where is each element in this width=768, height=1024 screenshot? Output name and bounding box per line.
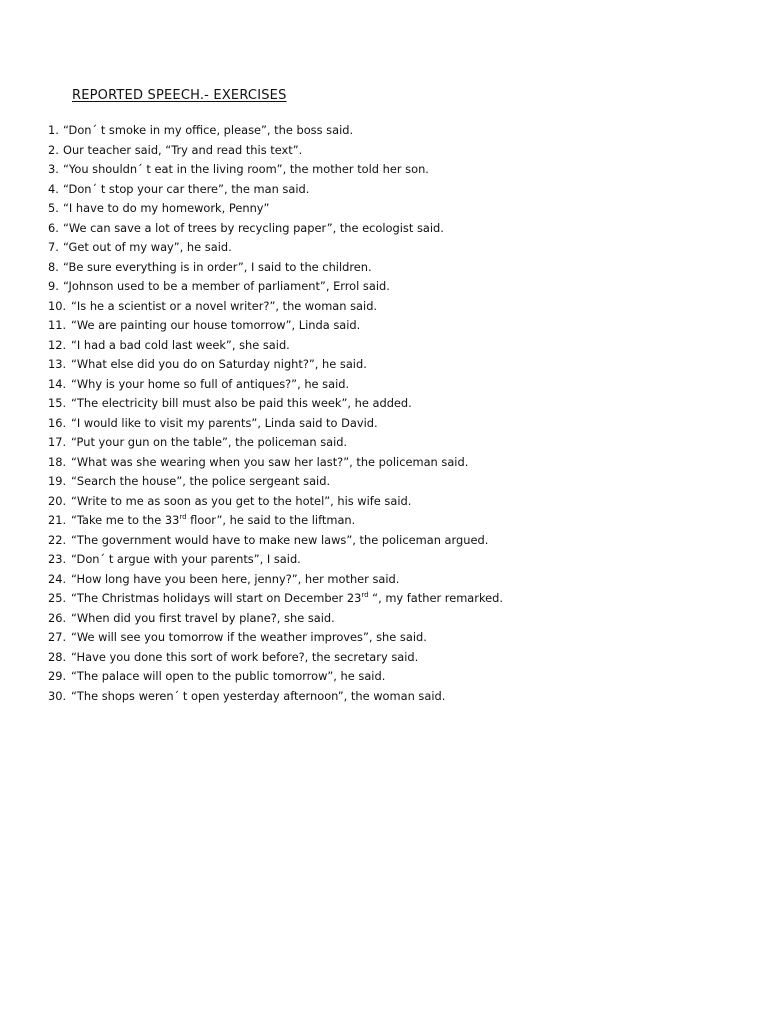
exercise-number: 6. bbox=[48, 220, 59, 235]
exercise-text: “Don´ t stop your car there”, the man said. bbox=[63, 181, 310, 196]
exercise-text: “Why is your home so full of antiques?”, he said. bbox=[71, 376, 350, 391]
exercise-item bbox=[48, 511, 748, 531]
exercise-number: 26. bbox=[48, 610, 67, 625]
exercise-text: “The shops weren´ t open yesterday afternoon”, the woman said. bbox=[71, 688, 446, 703]
exercise-text: “Johnson used to be a member of parliament”, Errol said. bbox=[63, 279, 390, 293]
exercise-text-part: “The Christmas holidays will start on December 23 bbox=[71, 591, 362, 605]
exercise-number: 25. bbox=[48, 591, 67, 605]
exercise-text: “What else did you do on Saturday night?”, he said. bbox=[71, 357, 367, 371]
exercise-item bbox=[48, 394, 748, 414]
exercise-number: 19. bbox=[48, 474, 67, 488]
exercise-number: 17. bbox=[48, 435, 67, 449]
exercise-text: “Be sure everything is in order”, I said to the children. bbox=[63, 259, 372, 274]
exercise-text: Our teacher said, “Try and read this text”. bbox=[63, 142, 303, 157]
exercise-number: 1. bbox=[48, 123, 59, 137]
exercise-text: “Don´ t smoke in my office, please”, the boss said. bbox=[63, 123, 354, 137]
exercise-text-part: “Take me to the 33 bbox=[71, 513, 180, 527]
exercise-item bbox=[48, 219, 748, 239]
exercise-text: “The palace will open to the public tomorrow”, he said. bbox=[71, 669, 386, 683]
exercise-number: 12. bbox=[48, 337, 67, 352]
exercise-text: “We will see you tomorrow if the weather improves”, she said. bbox=[71, 630, 427, 644]
exercise-number: 18. bbox=[48, 454, 67, 469]
exercise-text: “Get out of my way”, he said. bbox=[63, 240, 232, 254]
exercise-text-part: floor”, he said to the liftman. bbox=[186, 513, 356, 527]
exercise-item bbox=[48, 141, 748, 161]
exercise-item bbox=[48, 121, 748, 141]
exercise-item bbox=[48, 258, 748, 278]
exercise-number: 20. bbox=[48, 493, 67, 508]
exercise-text: “Is he a scientist or a novel writer?”, the woman said. bbox=[71, 298, 378, 313]
exercise-number: 5. bbox=[48, 201, 59, 215]
exercise-item bbox=[48, 589, 748, 609]
exercise-text bbox=[71, 511, 355, 531]
exercise-item bbox=[48, 199, 748, 219]
exercise-number: 13. bbox=[48, 357, 67, 371]
exercise-list bbox=[48, 121, 748, 706]
exercise-text: “What was she wearing when you saw her last?”, the policeman said. bbox=[71, 454, 469, 469]
exercise-item bbox=[48, 375, 748, 395]
exercise-text: “I had a bad cold last week”, she said. bbox=[71, 337, 290, 352]
exercise-text: “Search the house”, the police sergeant said. bbox=[71, 474, 331, 488]
exercise-item bbox=[48, 648, 748, 668]
exercise-item bbox=[48, 628, 748, 648]
exercise-text: “I have to do my homework, Penny” bbox=[63, 201, 270, 215]
exercise-number: 9. bbox=[48, 279, 59, 293]
document-title: REPORTED SPEECH.- EXERCISES bbox=[72, 88, 287, 103]
exercise-item bbox=[48, 355, 748, 375]
exercise-number: 3. bbox=[48, 162, 59, 176]
exercise-item bbox=[48, 316, 748, 336]
exercise-number: 8. bbox=[48, 259, 59, 274]
exercise-number: 11. bbox=[48, 318, 67, 332]
exercise-item bbox=[48, 453, 748, 473]
exercise-item bbox=[48, 550, 748, 570]
exercise-text-part: “, my father remarked. bbox=[368, 591, 504, 605]
exercise-text: “You shouldn´ t eat in the living room”, the mother told her son. bbox=[63, 162, 429, 176]
exercise-number: 15. bbox=[48, 396, 67, 410]
exercise-number: 4. bbox=[48, 181, 59, 196]
exercise-text: “When did you first travel by plane?, she said. bbox=[71, 610, 335, 625]
exercise-number: 2. bbox=[48, 142, 59, 157]
exercise-number: 30. bbox=[48, 688, 67, 703]
ordinal-superscript: rd bbox=[179, 513, 187, 521]
exercise-text: “The government would have to make new laws”, the policeman argued. bbox=[71, 532, 489, 547]
exercise-item bbox=[48, 570, 748, 590]
exercise-text bbox=[71, 589, 503, 609]
ordinal-superscript: rd bbox=[361, 591, 369, 599]
exercise-text: “We can save a lot of trees by recycling paper”, the ecologist said. bbox=[63, 220, 444, 235]
exercise-text: “Don´ t argue with your parents”, I said. bbox=[71, 552, 301, 566]
exercise-item bbox=[48, 336, 748, 356]
exercise-text: “The electricity bill must also be paid this week”, he added. bbox=[71, 396, 412, 410]
exercise-item bbox=[48, 667, 748, 687]
exercise-text: “Write to me as soon as you get to the hotel”, his wife said. bbox=[71, 493, 412, 508]
exercise-item bbox=[48, 277, 748, 297]
exercise-item bbox=[48, 160, 748, 180]
exercise-item bbox=[48, 531, 748, 551]
exercise-text: “How long have you been here, jenny?”, her mother said. bbox=[71, 571, 400, 586]
exercise-number: 22. bbox=[48, 532, 67, 547]
exercise-item bbox=[48, 297, 748, 317]
exercise-number: 28. bbox=[48, 649, 67, 664]
exercise-number: 24. bbox=[48, 571, 67, 586]
exercise-number: 29. bbox=[48, 669, 67, 683]
exercise-item bbox=[48, 472, 748, 492]
exercise-text: “We are painting our house tomorrow”, Linda said. bbox=[71, 318, 361, 332]
exercise-number: 27. bbox=[48, 630, 67, 644]
exercise-item bbox=[48, 492, 748, 512]
exercise-number: 16. bbox=[48, 415, 67, 430]
exercise-number: 14. bbox=[48, 376, 67, 391]
exercise-number: 21. bbox=[48, 513, 67, 527]
exercise-number: 10. bbox=[48, 298, 67, 313]
exercise-text: “Have you done this sort of work before?, the secretary said. bbox=[71, 649, 419, 664]
exercise-number: 23. bbox=[48, 552, 67, 566]
exercise-item bbox=[48, 609, 748, 629]
exercise-text: “Put your gun on the table”, the policeman said. bbox=[71, 435, 348, 449]
exercise-item bbox=[48, 433, 748, 453]
exercise-item bbox=[48, 414, 748, 434]
exercise-text: “I would like to visit my parents”, Linda said to David. bbox=[71, 415, 378, 430]
exercise-item bbox=[48, 238, 748, 258]
exercise-item bbox=[48, 180, 748, 200]
exercise-item bbox=[48, 687, 748, 707]
exercise-number: 7. bbox=[48, 240, 59, 254]
